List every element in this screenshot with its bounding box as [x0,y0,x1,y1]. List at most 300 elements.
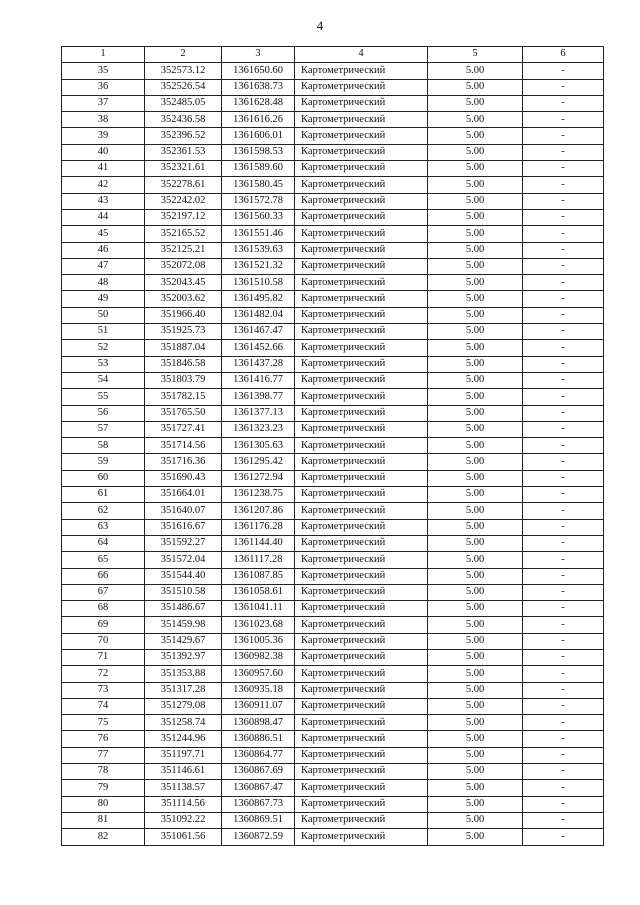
y-coordinate-cell: 1361041.11 [222,601,295,617]
description-cell: - [523,780,604,796]
accuracy-cell: 5.00 [428,340,523,356]
point-number-cell: 45 [62,226,145,242]
accuracy-cell: 5.00 [428,487,523,503]
point-number-cell: 70 [62,633,145,649]
description-cell: - [523,829,604,845]
point-number-cell: 51 [62,324,145,340]
description-cell: - [523,796,604,812]
table-row [62,829,604,845]
x-coordinate-cell: 351392.97 [145,649,222,665]
accuracy-cell: 5.00 [428,682,523,698]
accuracy-cell: 5.00 [428,356,523,372]
point-number-cell: 40 [62,144,145,160]
point-number-cell: 78 [62,764,145,780]
table-row [62,324,604,340]
y-coordinate-cell: 1361598.53 [222,144,295,160]
table-row [62,796,604,812]
description-cell: - [523,79,604,95]
accuracy-cell: 5.00 [428,649,523,665]
point-number-cell: 64 [62,535,145,551]
description-cell: - [523,454,604,470]
method-cell: Картометрический [295,649,428,665]
description-cell: - [523,747,604,763]
y-coordinate-cell: 1360886.51 [222,731,295,747]
x-coordinate-cell: 351716.36 [145,454,222,470]
y-coordinate-cell: 1361323.23 [222,421,295,437]
accuracy-cell: 5.00 [428,258,523,274]
y-coordinate-cell: 1361023.68 [222,617,295,633]
x-coordinate-cell: 351714.56 [145,438,222,454]
point-number-cell: 48 [62,275,145,291]
header-cell-point-number: 1 [62,47,145,63]
description-cell: - [523,242,604,258]
accuracy-cell: 5.00 [428,291,523,307]
y-coordinate-cell: 1360911.07 [222,698,295,714]
method-cell: Картометрический [295,144,428,160]
x-coordinate-cell: 351846.58 [145,356,222,372]
method-cell: Картометрический [295,780,428,796]
point-number-cell: 39 [62,128,145,144]
y-coordinate-cell: 1361272.94 [222,470,295,486]
point-number-cell: 59 [62,454,145,470]
y-coordinate-cell: 1361589.60 [222,161,295,177]
x-coordinate-cell: 352165.52 [145,226,222,242]
description-cell: - [523,275,604,291]
method-cell: Картометрический [295,552,428,568]
table-row [62,503,604,519]
table-row [62,601,604,617]
table-row [62,682,604,698]
accuracy-cell: 5.00 [428,796,523,812]
x-coordinate-cell: 351690.43 [145,470,222,486]
point-number-cell: 41 [62,161,145,177]
method-cell: Картометрический [295,307,428,323]
description-cell: - [523,470,604,486]
y-coordinate-cell: 1361638.73 [222,79,295,95]
x-coordinate-cell: 351353.88 [145,666,222,682]
x-coordinate-cell: 352361.53 [145,144,222,160]
description-cell: - [523,601,604,617]
description-cell: - [523,389,604,405]
point-number-cell: 52 [62,340,145,356]
description-cell: - [523,95,604,111]
table-row [62,226,604,242]
accuracy-cell: 5.00 [428,324,523,340]
x-coordinate-cell: 351197.71 [145,747,222,763]
table-row [62,340,604,356]
table-row [62,79,604,95]
method-cell: Картометрический [295,226,428,242]
point-number-cell: 56 [62,405,145,421]
method-cell: Картометрический [295,258,428,274]
table-row [62,421,604,437]
y-coordinate-cell: 1361510.58 [222,275,295,291]
header-cell-description: 6 [523,47,604,63]
description-cell: - [523,291,604,307]
table-row [62,291,604,307]
point-number-cell: 77 [62,747,145,763]
x-coordinate-cell: 352321.61 [145,161,222,177]
description-cell: - [523,584,604,600]
accuracy-cell: 5.00 [428,666,523,682]
x-coordinate-cell: 352278.61 [145,177,222,193]
x-coordinate-cell: 351966.40 [145,307,222,323]
method-cell: Картометрический [295,487,428,503]
x-coordinate-cell: 352125.21 [145,242,222,258]
x-coordinate-cell: 352396.52 [145,128,222,144]
table-row [62,764,604,780]
description-cell: - [523,340,604,356]
method-cell: Картометрический [295,519,428,535]
method-cell: Картометрический [295,698,428,714]
method-cell: Картометрический [295,715,428,731]
table-row [62,209,604,225]
accuracy-cell: 5.00 [428,275,523,291]
y-coordinate-cell: 1361117.28 [222,552,295,568]
point-number-cell: 66 [62,568,145,584]
point-number-cell: 61 [62,487,145,503]
method-cell: Картометрический [295,372,428,388]
accuracy-cell: 5.00 [428,568,523,584]
point-number-cell: 74 [62,698,145,714]
method-cell: Картометрический [295,112,428,128]
header-cell-accuracy: 5 [428,47,523,63]
description-cell: - [523,568,604,584]
y-coordinate-cell: 1361295.42 [222,454,295,470]
point-number-cell: 75 [62,715,145,731]
accuracy-cell: 5.00 [428,470,523,486]
description-cell: - [523,666,604,682]
point-number-cell: 60 [62,470,145,486]
accuracy-cell: 5.00 [428,780,523,796]
y-coordinate-cell: 1361416.77 [222,372,295,388]
y-coordinate-cell: 1361207.86 [222,503,295,519]
y-coordinate-cell: 1361398.77 [222,389,295,405]
point-number-cell: 49 [62,291,145,307]
accuracy-cell: 5.00 [428,307,523,323]
x-coordinate-cell: 351486.67 [145,601,222,617]
accuracy-cell: 5.00 [428,812,523,828]
method-cell: Картометрический [295,95,428,111]
x-coordinate-cell: 352197.12 [145,209,222,225]
table-row [62,584,604,600]
table-row [62,780,604,796]
point-number-cell: 58 [62,438,145,454]
method-cell: Картометрический [295,324,428,340]
y-coordinate-cell: 1360867.69 [222,764,295,780]
table-row [62,307,604,323]
y-coordinate-cell: 1361467.47 [222,324,295,340]
description-cell: - [523,226,604,242]
accuracy-cell: 5.00 [428,552,523,568]
method-cell: Картометрический [295,796,428,812]
table-row [62,161,604,177]
x-coordinate-cell: 351061.56 [145,829,222,845]
table-row [62,95,604,111]
point-number-cell: 80 [62,796,145,812]
description-cell: - [523,438,604,454]
point-number-cell: 62 [62,503,145,519]
accuracy-cell: 5.00 [428,372,523,388]
accuracy-cell: 5.00 [428,95,523,111]
x-coordinate-cell: 352043.45 [145,275,222,291]
table-row [62,405,604,421]
x-coordinate-cell: 351258.74 [145,715,222,731]
point-number-cell: 68 [62,601,145,617]
method-cell: Картометрический [295,209,428,225]
y-coordinate-cell: 1360957.60 [222,666,295,682]
method-cell: Картометрический [295,128,428,144]
table-row [62,731,604,747]
description-cell: - [523,731,604,747]
point-number-cell: 55 [62,389,145,405]
point-number-cell: 46 [62,242,145,258]
method-cell: Картометрический [295,633,428,649]
point-number-cell: 44 [62,209,145,225]
x-coordinate-cell: 351138.57 [145,780,222,796]
method-cell: Картометрический [295,63,428,79]
x-coordinate-cell: 352573.12 [145,63,222,79]
table-row [62,535,604,551]
method-cell: Картометрический [295,356,428,372]
x-coordinate-cell: 351092.22 [145,812,222,828]
x-coordinate-cell: 352072.08 [145,258,222,274]
method-cell: Картометрический [295,535,428,551]
accuracy-cell: 5.00 [428,601,523,617]
point-number-cell: 50 [62,307,145,323]
method-cell: Картометрический [295,79,428,95]
method-cell: Картометрический [295,242,428,258]
method-cell: Картометрический [295,177,428,193]
x-coordinate-cell: 351244.96 [145,731,222,747]
x-coordinate-cell: 351664.01 [145,487,222,503]
description-cell: - [523,161,604,177]
accuracy-cell: 5.00 [428,226,523,242]
table-row [62,144,604,160]
accuracy-cell: 5.00 [428,764,523,780]
y-coordinate-cell: 1361452.66 [222,340,295,356]
table-row [62,389,604,405]
method-cell: Картометрический [295,161,428,177]
table-row [62,649,604,665]
description-cell: - [523,372,604,388]
table-row [62,470,604,486]
table-row [62,193,604,209]
page-number: 4 [316,18,324,33]
point-number-cell: 71 [62,649,145,665]
description-cell: - [523,649,604,665]
description-cell: - [523,356,604,372]
x-coordinate-cell: 351925.73 [145,324,222,340]
method-cell: Картометрический [295,405,428,421]
point-number-cell: 81 [62,812,145,828]
y-coordinate-cell: 1361437.28 [222,356,295,372]
point-number-cell: 65 [62,552,145,568]
accuracy-cell: 5.00 [428,698,523,714]
description-cell: - [523,112,604,128]
accuracy-cell: 5.00 [428,79,523,95]
accuracy-cell: 5.00 [428,405,523,421]
description-cell: - [523,421,604,437]
method-cell: Картометрический [295,731,428,747]
description-cell: - [523,633,604,649]
accuracy-cell: 5.00 [428,535,523,551]
y-coordinate-cell: 1360982.38 [222,649,295,665]
method-cell: Картометрический [295,601,428,617]
header-cell-y: 3 [222,47,295,63]
y-coordinate-cell: 1361616.26 [222,112,295,128]
y-coordinate-cell: 1360867.47 [222,780,295,796]
description-cell: - [523,503,604,519]
method-cell: Картометрический [295,421,428,437]
method-cell: Картометрический [295,682,428,698]
method-cell: Картометрический [295,584,428,600]
point-number-cell: 57 [62,421,145,437]
point-number-cell: 54 [62,372,145,388]
x-coordinate-cell: 352436.58 [145,112,222,128]
point-number-cell: 38 [62,112,145,128]
description-cell: - [523,812,604,828]
point-number-cell: 73 [62,682,145,698]
y-coordinate-cell: 1361144.40 [222,535,295,551]
point-number-cell: 35 [62,63,145,79]
method-cell: Картометрический [295,470,428,486]
point-number-cell: 47 [62,258,145,274]
accuracy-cell: 5.00 [428,454,523,470]
table-row [62,633,604,649]
method-cell: Картометрический [295,764,428,780]
x-coordinate-cell: 352526.54 [145,79,222,95]
description-cell: - [523,209,604,225]
table-row [62,128,604,144]
x-coordinate-cell: 351765.50 [145,405,222,421]
x-coordinate-cell: 351510.58 [145,584,222,600]
header-cell-x: 2 [145,47,222,63]
accuracy-cell: 5.00 [428,633,523,649]
description-cell: - [523,519,604,535]
accuracy-cell: 5.00 [428,389,523,405]
accuracy-cell: 5.00 [428,503,523,519]
table-row [62,177,604,193]
table-row [62,552,604,568]
table-row [62,372,604,388]
accuracy-cell: 5.00 [428,421,523,437]
description-cell: - [523,764,604,780]
accuracy-cell: 5.00 [428,715,523,731]
accuracy-cell: 5.00 [428,128,523,144]
method-cell: Картометрический [295,829,428,845]
table-row [62,275,604,291]
table-row [62,519,604,535]
description-cell: - [523,258,604,274]
method-cell: Картометрический [295,193,428,209]
point-number-cell: 76 [62,731,145,747]
method-cell: Картометрический [295,812,428,828]
table-row [62,63,604,79]
accuracy-cell: 5.00 [428,193,523,209]
y-coordinate-cell: 1360872.59 [222,829,295,845]
x-coordinate-cell: 351616.67 [145,519,222,535]
description-cell: - [523,552,604,568]
y-coordinate-cell: 1361628.48 [222,95,295,111]
table-row [62,258,604,274]
y-coordinate-cell: 1360898.47 [222,715,295,731]
y-coordinate-cell: 1361551.46 [222,226,295,242]
y-coordinate-cell: 1361560.33 [222,209,295,225]
table-row [62,715,604,731]
coordinates-table [61,46,604,846]
x-coordinate-cell: 351146.61 [145,764,222,780]
x-coordinate-cell: 351459.98 [145,617,222,633]
x-coordinate-cell: 351640.07 [145,503,222,519]
x-coordinate-cell: 351114.56 [145,796,222,812]
accuracy-cell: 5.00 [428,161,523,177]
description-cell: - [523,324,604,340]
x-coordinate-cell: 351592.27 [145,535,222,551]
description-cell: - [523,63,604,79]
description-cell: - [523,177,604,193]
y-coordinate-cell: 1361580.45 [222,177,295,193]
method-cell: Картометрический [295,389,428,405]
x-coordinate-cell: 352242.02 [145,193,222,209]
table-row [62,568,604,584]
description-cell: - [523,144,604,160]
accuracy-cell: 5.00 [428,177,523,193]
y-coordinate-cell: 1361521.32 [222,258,295,274]
y-coordinate-cell: 1361087.85 [222,568,295,584]
y-coordinate-cell: 1361539.63 [222,242,295,258]
x-coordinate-cell: 351727.41 [145,421,222,437]
y-coordinate-cell: 1361176.28 [222,519,295,535]
y-coordinate-cell: 1360935.18 [222,682,295,698]
y-coordinate-cell: 1361238.75 [222,487,295,503]
point-number-cell: 69 [62,617,145,633]
y-coordinate-cell: 1361482.04 [222,307,295,323]
accuracy-cell: 5.00 [428,617,523,633]
method-cell: Картометрический [295,747,428,763]
description-cell: - [523,193,604,209]
method-cell: Картометрический [295,666,428,682]
header-cell-method: 4 [295,47,428,63]
table-header-row [62,47,604,63]
description-cell: - [523,682,604,698]
y-coordinate-cell: 1361572.78 [222,193,295,209]
method-cell: Картометрический [295,340,428,356]
x-coordinate-cell: 352485.05 [145,95,222,111]
table-row [62,666,604,682]
y-coordinate-cell: 1361495.82 [222,291,295,307]
x-coordinate-cell: 351887.04 [145,340,222,356]
y-coordinate-cell: 1361606.01 [222,128,295,144]
accuracy-cell: 5.00 [428,829,523,845]
table-row [62,112,604,128]
table-row [62,242,604,258]
table-body [62,63,604,845]
point-number-cell: 36 [62,79,145,95]
method-cell: Картометрический [295,438,428,454]
y-coordinate-cell: 1360869.51 [222,812,295,828]
accuracy-cell: 5.00 [428,584,523,600]
x-coordinate-cell: 351429.67 [145,633,222,649]
table-row [62,812,604,828]
y-coordinate-cell: 1360867.73 [222,796,295,812]
table-row [62,438,604,454]
accuracy-cell: 5.00 [428,112,523,128]
accuracy-cell: 5.00 [428,519,523,535]
point-number-cell: 67 [62,584,145,600]
point-number-cell: 53 [62,356,145,372]
point-number-cell: 72 [62,666,145,682]
